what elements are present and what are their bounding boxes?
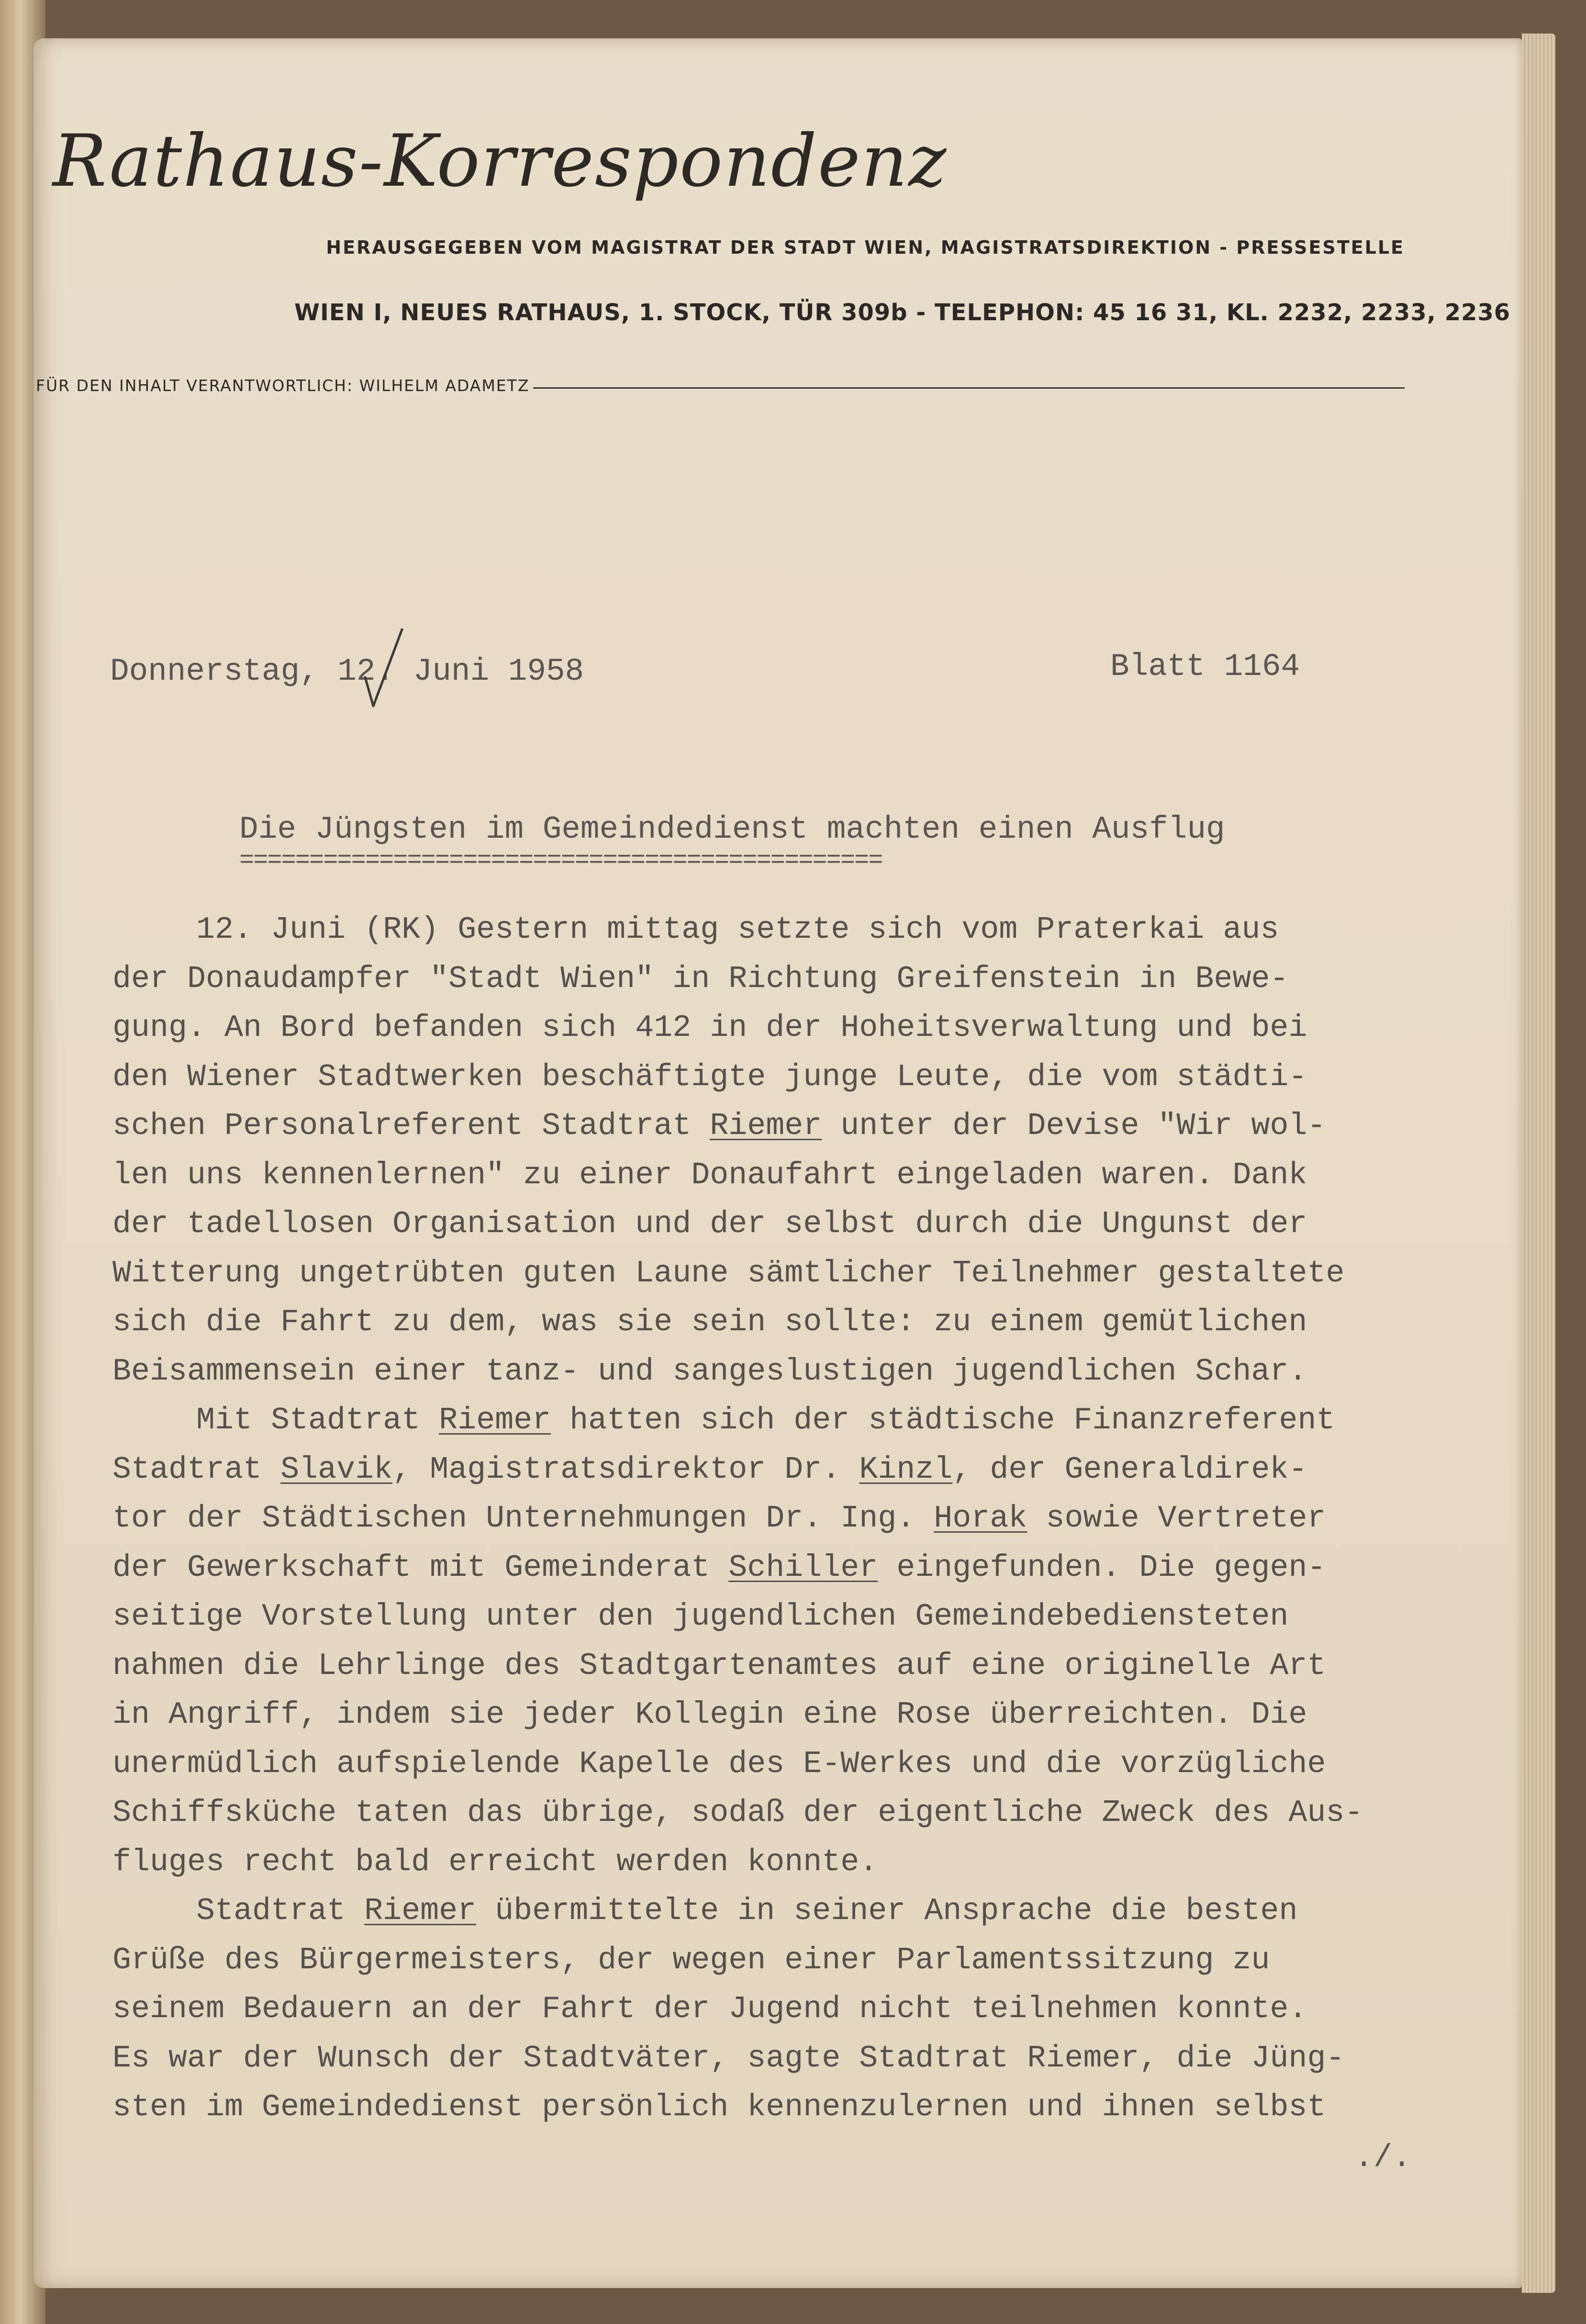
body-line: in Angriff, indem sie jeder Kollegin eine Rose überreichten. Die: [112, 1697, 1307, 1732]
document-date: Donnerstag, 12. Juni 1958: [110, 653, 584, 689]
body-line: Stadtrat Riemer übermittelte in seiner Ansprache die besten: [196, 1893, 1298, 1929]
body-line: seinem Bedauern an der Fahrt der Jugend nicht teilnehmen konnte.: [112, 1991, 1307, 2027]
divider-rule: [533, 387, 1405, 389]
body-line: seitige Vorstellung unter den jugendlichen Gemeindebediensteten: [112, 1599, 1289, 1634]
body-line: unermüdlich aufspielende Kapelle des E-Werkes und die vorzügliche: [112, 1746, 1326, 1782]
body-line: schen Personalreferent Stadtrat Riemer unter der Devise "Wir wol-: [112, 1108, 1326, 1144]
handwritten-check-mark: [361, 627, 404, 708]
masthead-publisher: HERAUSGEGEBEN VOM MAGISTRAT DER STADT WIEN, MAGISTRATSDIREKTION - PRESSESTELLE: [326, 237, 1405, 258]
body-line: der Donaudampfer "Stadt Wien" in Richtung Greifenstein in Bewe-: [112, 961, 1289, 997]
body-line: den Wiener Stadtwerken beschäftigte junge Leute, die vom städti-: [112, 1059, 1307, 1095]
body-line: Schiffsküche taten das übrige, sodaß der eigentliche Zweck des Aus-: [112, 1795, 1363, 1830]
body-line: len uns kennenlernen" zu einer Donaufahrt eingeladen waren. Dank: [112, 1157, 1307, 1193]
body-line: gung. An Bord befanden sich 412 in der Hoheitsverwaltung und bei: [112, 1010, 1307, 1045]
body-line: sich die Fahrt zu dem, was sie sein sollte: zu einem gemütlichen: [112, 1304, 1307, 1340]
body-line: Es war der Wunsch der Stadtväter, sagte Stadtrat Riemer, die Jüng-: [112, 2041, 1345, 2076]
body-line: Stadtrat Slavik, Magistratsdirektor Dr. Kinzl, der Generaldirek-: [112, 1452, 1307, 1487]
headline-underline: ==============================================: [239, 846, 882, 875]
body-line: Witterung ungetrübten guten Laune sämtlicher Teilnehmer gestaltete: [112, 1256, 1345, 1291]
sheet-number: Blatt 1164: [1110, 649, 1300, 685]
body-line: Grüße des Bürgermeisters, der wegen einer Parlamentssitzung zu: [112, 1942, 1270, 1978]
masthead-address: WIEN I, NEUES RATHAUS, 1. STOCK, TÜR 309b - TELEPHON: 45 16 31, KL. 2232, 2233, 2236: [294, 299, 1511, 326]
body-line: Beisammensein einer tanz- und sangeslustigen jugendlichen Schar.: [112, 1354, 1307, 1389]
body-line: Mit Stadtrat Riemer hatten sich der städtische Finanzreferent: [196, 1403, 1335, 1438]
body-line: der Gewerkschaft mit Gemeinderat Schiller eingefunden. Die gegen-: [112, 1550, 1326, 1585]
responsible-editor: FÜR DEN INHALT VERANTWORTLICH: WILHELM ADAMETZ: [36, 376, 530, 395]
page-stack-edge: [1522, 34, 1555, 2293]
body-line: 12. Juni (RK) Gestern mittag setzte sich vom Praterkai aus: [196, 912, 1279, 947]
body-line: der tadellosen Organisation und der selbst durch die Ungunst der: [112, 1206, 1307, 1242]
responsible-editor-row: [36, 373, 1405, 397]
body-line: fluges recht bald erreicht werden konnte.: [112, 1844, 878, 1880]
continuation-mark: ./.: [1354, 2140, 1411, 2176]
body-line: tor der Städtischen Unternehmungen Dr. Ing. Horak sowie Vertreter: [112, 1501, 1326, 1536]
body-line: nahmen die Lehrlinge des Stadtgartenamtes auf eine originelle Art: [112, 1648, 1326, 1684]
masthead-title: Rathaus-Korrespondenz: [53, 120, 948, 203]
article-headline: Die Jüngsten im Gemeindedienst machten einen Ausflug: [239, 811, 1225, 847]
body-line: sten im Gemeindedienst persönlich kennenzulernen und ihnen selbst: [112, 2089, 1326, 2125]
